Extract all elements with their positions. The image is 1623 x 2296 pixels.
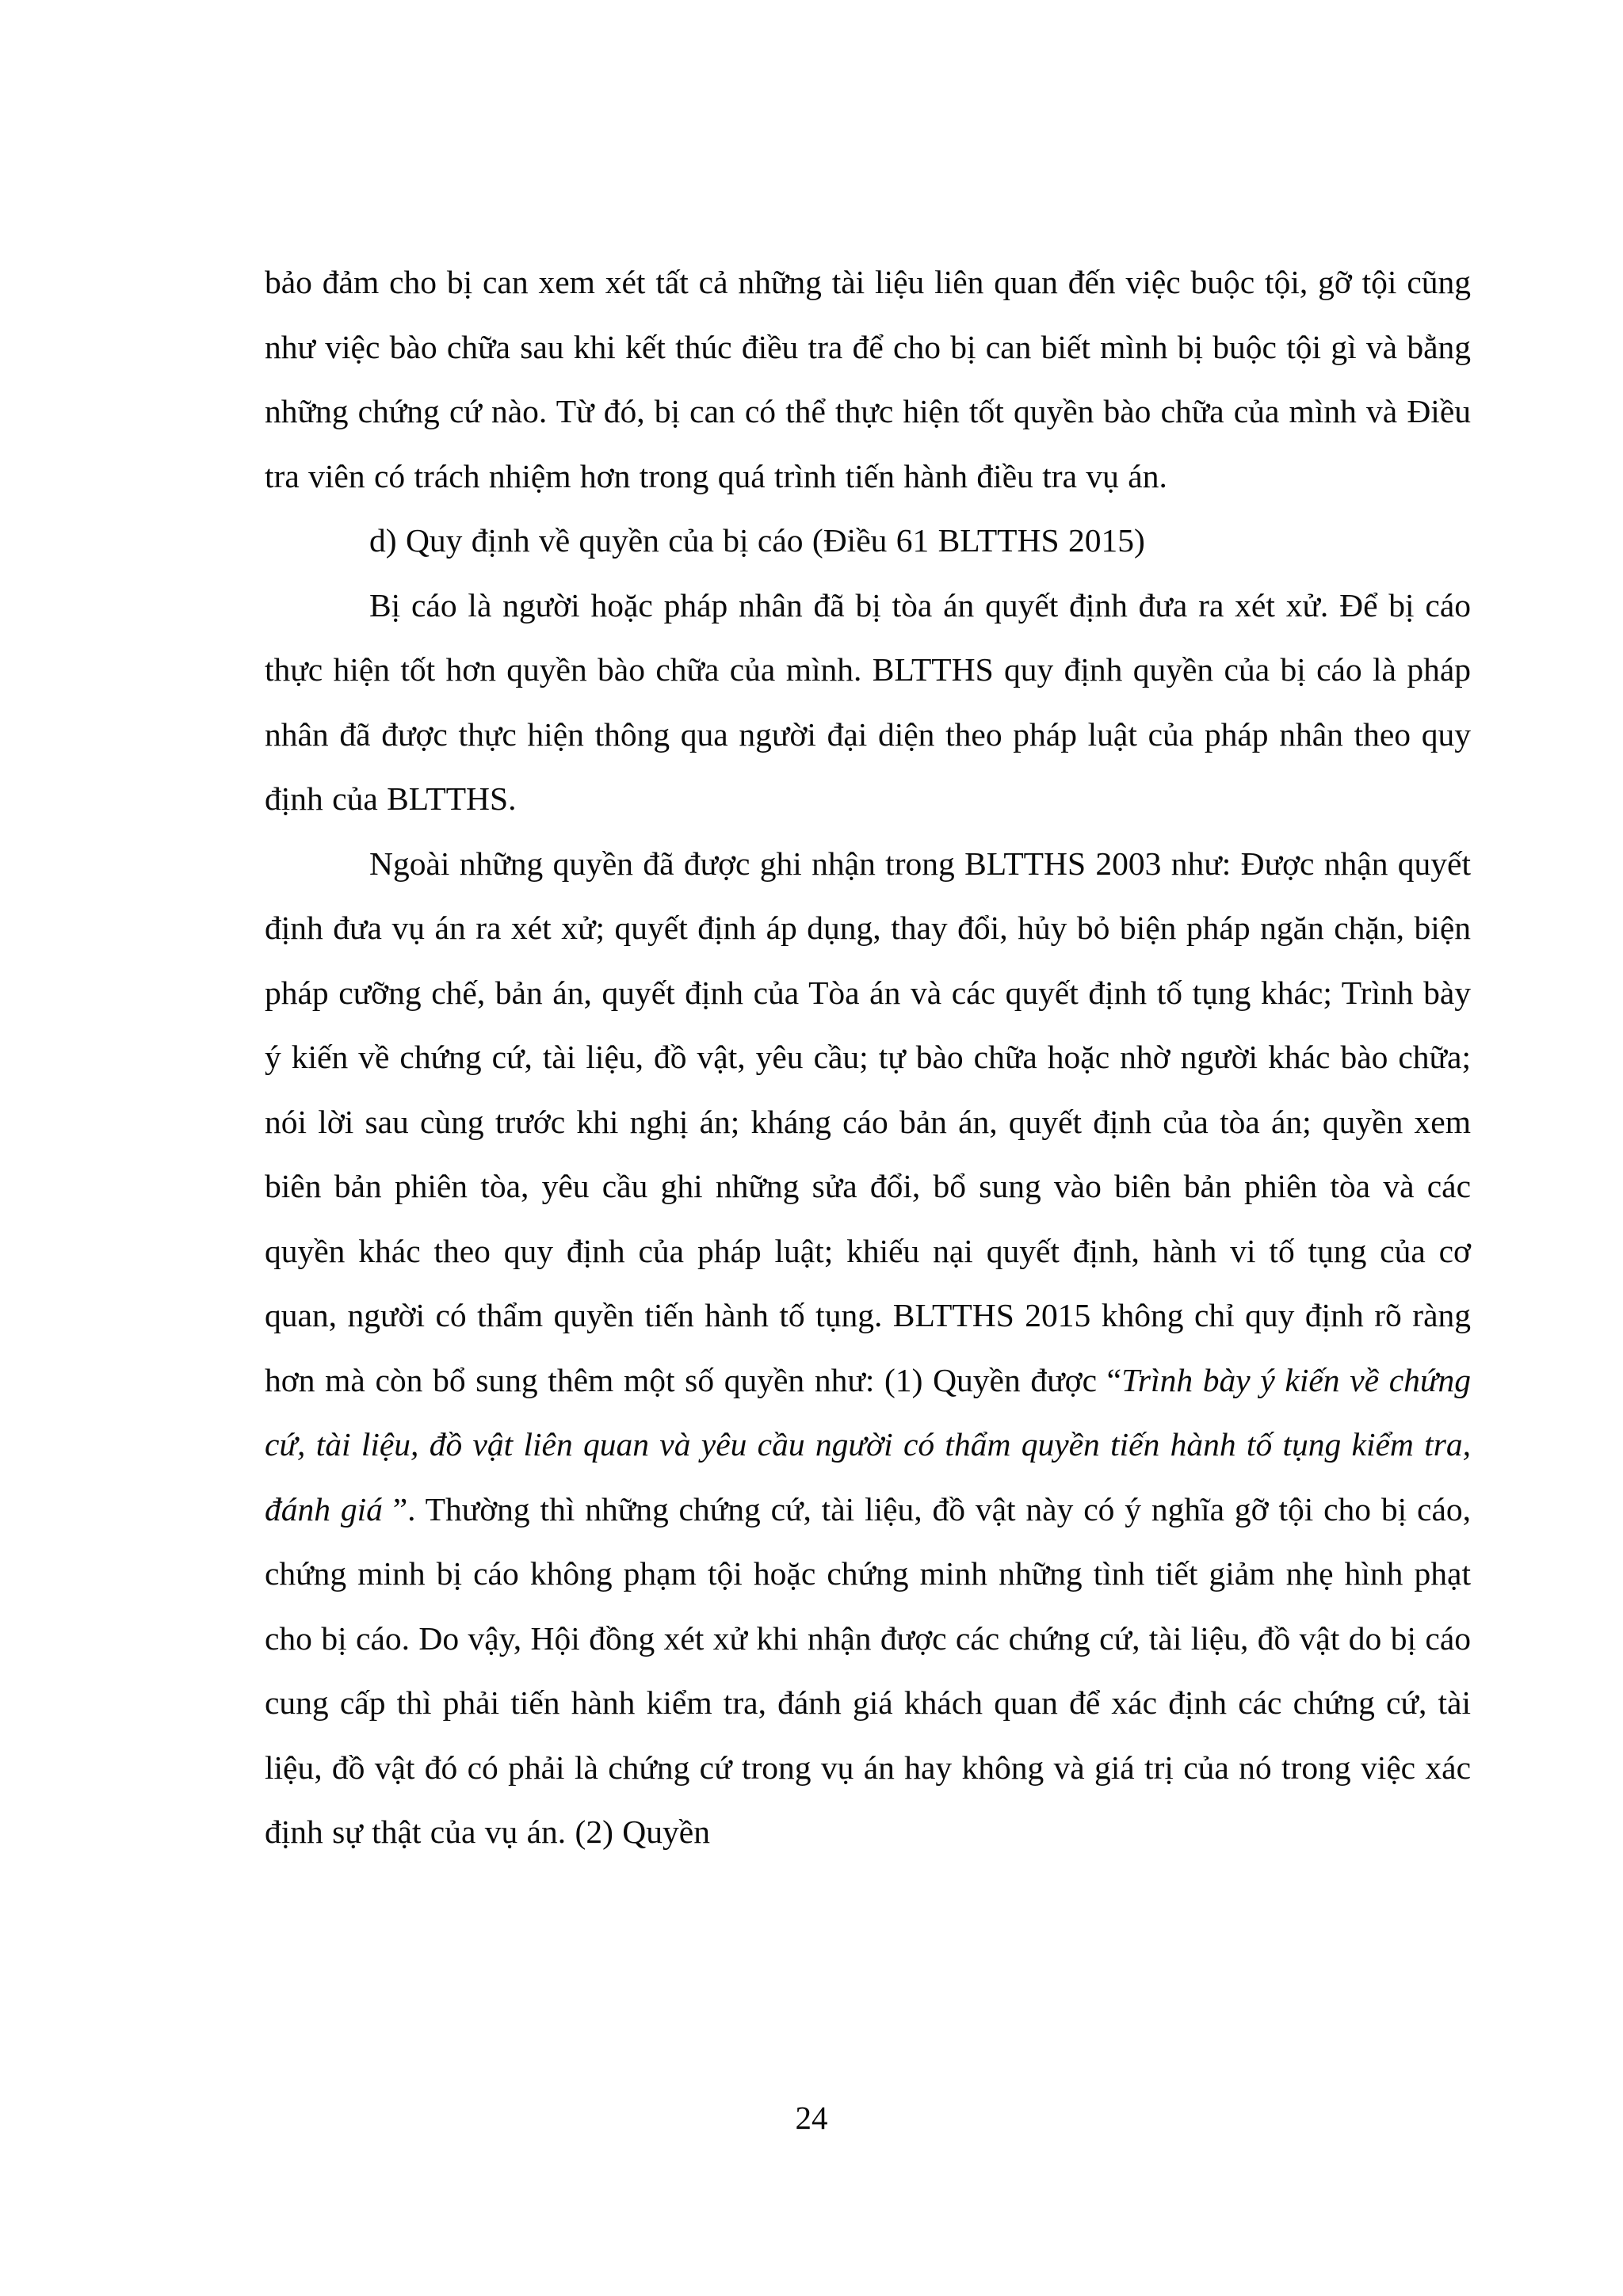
text-run: bảo đảm cho bị can xem xét tất cả những tài liệu liên quan đến việc buộc tội, gỡ tội cũng như việc bào chữa sau khi kết thúc điều tra để cho bị can biết mình bị buộc tội gì và bằng những chứng cứ nào. Từ đó, bị can có thể thực hiện tốt quyền bào chữa của mình và Điều tra viên có trách nhiệm hơn trong quá trình tiến hành điều tra vụ án. [265, 264, 1471, 494]
paragraph-heading-d [265, 509, 1471, 574]
text-run: ”. Thường thì những chứng cứ, tài liệu, đồ vật này có ý nghĩa gỡ tội cho bị cáo, chứng minh bị cáo không phạm tội hoặc chứng minh những tình tiết giảm nhẹ hình phạt cho bị cáo. Do vậy, Hội đồng xét xử khi nhận được các chứng cứ, tài liệu, đồ vật do bị cáo cung cấp thì phải tiến hành kiểm tra, đánh giá khách quan để xác định các chứng cứ, tài liệu, đồ vật đó có phải là chứng cứ trong vụ án hay không và giá trị của nó trong việc xác định sự thật của vụ án. (2) Quyền [265, 1490, 1471, 1850]
page-footer [0, 2098, 1623, 2138]
text-run: d) Quy định về quyền của bị cáo (Điều 61 BLTTHS 2015) [369, 522, 1145, 559]
text-run: Bị cáo là người hoặc pháp nhân đã bị tòa án quyết định đưa ra xét xử. Để bị cáo thực hiện tốt hơn quyền bào chữa của mình. BLTTHS quy định quyền của bị cáo là pháp nhân đã được thực hiện thông qua người đại diện theo pháp luật của pháp nhân theo quy định của BLTTHS. [265, 586, 1471, 817]
page-number: 24 [795, 2100, 828, 2136]
text-block [265, 250, 1471, 1865]
paragraph-continuation [265, 250, 1471, 509]
paragraph-bi-cao-definition [265, 574, 1471, 832]
text-run-italic-quote: Trình bày ý kiến về chứng cứ, tài liệu, đồ vật liên quan và yêu cầu người có thẩm quyền tiến hành tố tụng kiểm tra, đánh giá [265, 1361, 1472, 1527]
paragraph-rights-list [265, 832, 1471, 1865]
text-run: Ngoài những quyền đã được ghi nhận trong BLTTHS 2003 như: Được nhận quyết định đưa vụ án ra xét xử; quyết định áp dụng, thay đổi, hủy bỏ biện pháp ngăn chặn, biện pháp cưỡng chế, bản án, quyết định của Tòa án và các quyết định tố tụng khác; Trình bày ý kiến về chứng cứ, tài liệu, đồ vật, yêu cầu; tự bào chữa hoặc nhờ người khác bào chữa; nói lời sau cùng trước khi nghị án; kháng cáo bản án, quyết định của tòa án; quyền xem biên bản phiên tòa, yêu cầu ghi những sửa đổi, bổ sung vào biên bản phiên tòa và các quyền khác theo quy định của pháp luật; khiếu nại quyết định, hành vi tố tụng của cơ quan, người có thẩm quyền tiến hành tố tụng. BLTTHS 2015 không chỉ quy định rõ ràng hơn mà còn bổ sung thêm một số quyền như: (1) Quyền được “ [265, 845, 1471, 1398]
